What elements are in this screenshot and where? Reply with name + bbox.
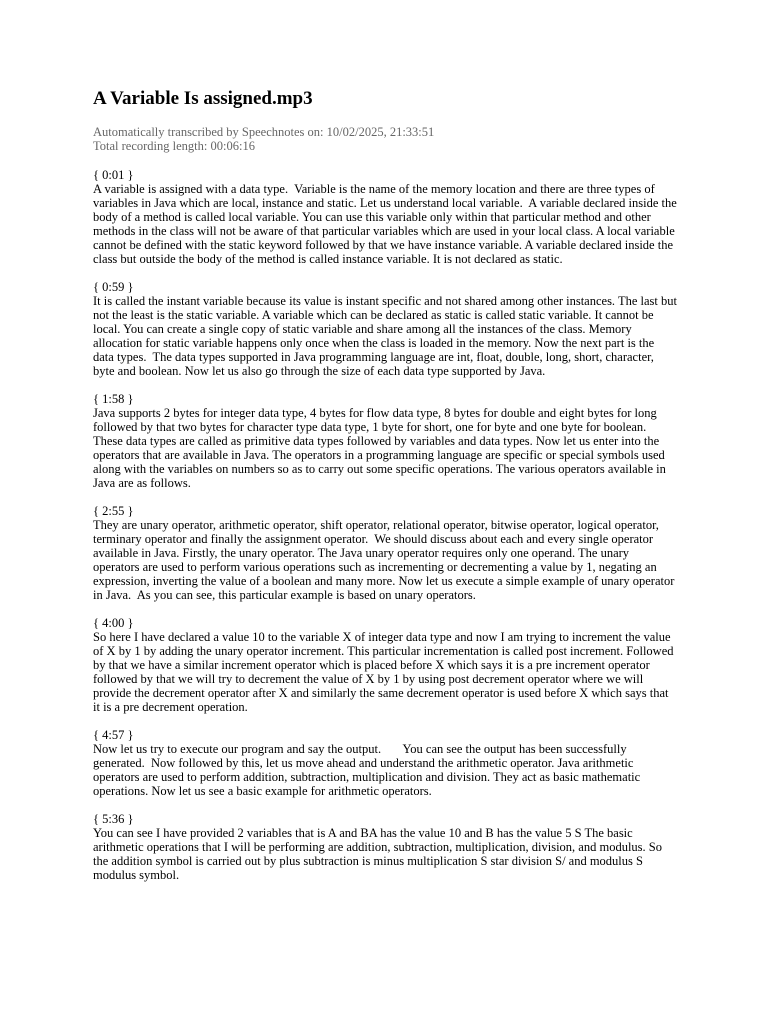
recording-length-line: Total recording length: 00:06:16 (93, 139, 255, 153)
document-content (93, 88, 681, 896)
segment-text: You can see I have provided 2 variables that is A and BA has the value 10 and B has the value 5 S The basic arithmetic operations that I will be performing are addition, subtraction, multiplication, division, and modulus. So the addition symbol is carried out by plus subtraction is minus multiplication S star division S/ and modulus S modulus symbol. (93, 826, 666, 882)
segment-text: So here I have declared a value 10 to the variable X of integer data type and now I am trying to increment the value of X by 1 by adding the unary operator increment. This particular incrementation is called post increment. Followed by that we have a similar increment operator which is placed before X which says it is a pre increment operator followed by that we will try to decrement the value of X by 1 by using post decrement operator where we will provide the decrement operator after X and similarly the same decrement operator is used before X which says that it is a pre decrement operation. (93, 630, 677, 714)
segment-text: It is called the instant variable because its value is instant specific and not shared among other instances. The last but not the least is the static variable. A variable which can be declared as static is called static variable. It cannot be local. You can create a single copy of static variable and share among all the instances of the class. Memory allocation for static variable happens only once when the class is loaded in the memory. Now the next part is the data types. The data types supported in Java programming language are int, float, double, long, short, character, byte and boolean. Now let us also go through the size of each data type supported by Java. (93, 294, 681, 378)
segment-timestamp: { 5:36 } (93, 812, 134, 826)
segment-text: They are unary operator, arithmetic operator, shift operator, relational operator, bitwise operator, logical operator, terminary operator and finally the assignment operator. We should discuss about each and every single operator available in Java. Firstly, the unary operator. The Java unary operator requires only one operand. The unary operators are used to perform various operations such as incrementing or decrementing a value by 1, negating an expression, inverting the value of a boolean and many more. Now let us execute a simple example of unary operator in Java. As you can see, this particular example is based on unary operators. (93, 518, 678, 602)
segment-timestamp: { 0:59 } (93, 280, 134, 294)
segment-timestamp: { 1:58 } (93, 392, 134, 406)
document-title: A Variable Is assigned.mp3 (93, 88, 313, 109)
transcript-segment (93, 280, 681, 378)
segment-timestamp: { 0:01 } (93, 168, 134, 182)
segment-text: Now let us try to execute our program and say the output. You can see the output has been successfully generated. Now followed by this, let us move ahead and understand the arithmetic operator. Java arithmetic operators are used to perform addition, subtraction, multiplication and division. They act as basic mathematic operations. Now let us see a basic example for arithmetic operators. (93, 742, 644, 798)
transcript-segment (93, 616, 678, 714)
transcript-segment (93, 392, 678, 490)
transcribed-by-line: Automatically transcribed by Speechnotes on: 10/02/2025, 21:33:51 (93, 125, 435, 139)
segment-text: Java supports 2 bytes for integer data type, 4 bytes for flow data type, 8 bytes for double and eight bytes for long followed by that two bytes for character type data type, 1 byte for short, one for byte and one byte for boolean. These data types are called as primitive data types followed by variables and data types. Now let us enter into the operators that are available in Java. The operators in a programming language are specific or special symbols used along with the variables on numbers so as to carry out some specific operations. The various operators available in Java are as follows. (93, 406, 669, 490)
segment-timestamp: { 4:57 } (93, 728, 134, 742)
transcription-meta (93, 125, 678, 153)
transcript-segment (93, 728, 678, 798)
segment-timestamp: { 2:55 } (93, 504, 134, 518)
transcript-segment (93, 812, 678, 882)
transcript-segment (93, 168, 678, 266)
segment-timestamp: { 4:00 } (93, 616, 134, 630)
segment-text: A variable is assigned with a data type. Variable is the name of the memory location and there are three types of variables in Java which are local, instance and static. Let us understand local variable. A variable declared inside the body of a method is called local variable. You can use this variable only within that particular method and other methods in the class will not be aware of that particular variables which are used in your local class. A local variable cannot be defined with the static keyword followed by that we have instance variable. A variable declared inside the class but outside the body of the method is called instance variable. It is not declared as static. (93, 182, 680, 266)
transcript-segment (93, 504, 678, 602)
